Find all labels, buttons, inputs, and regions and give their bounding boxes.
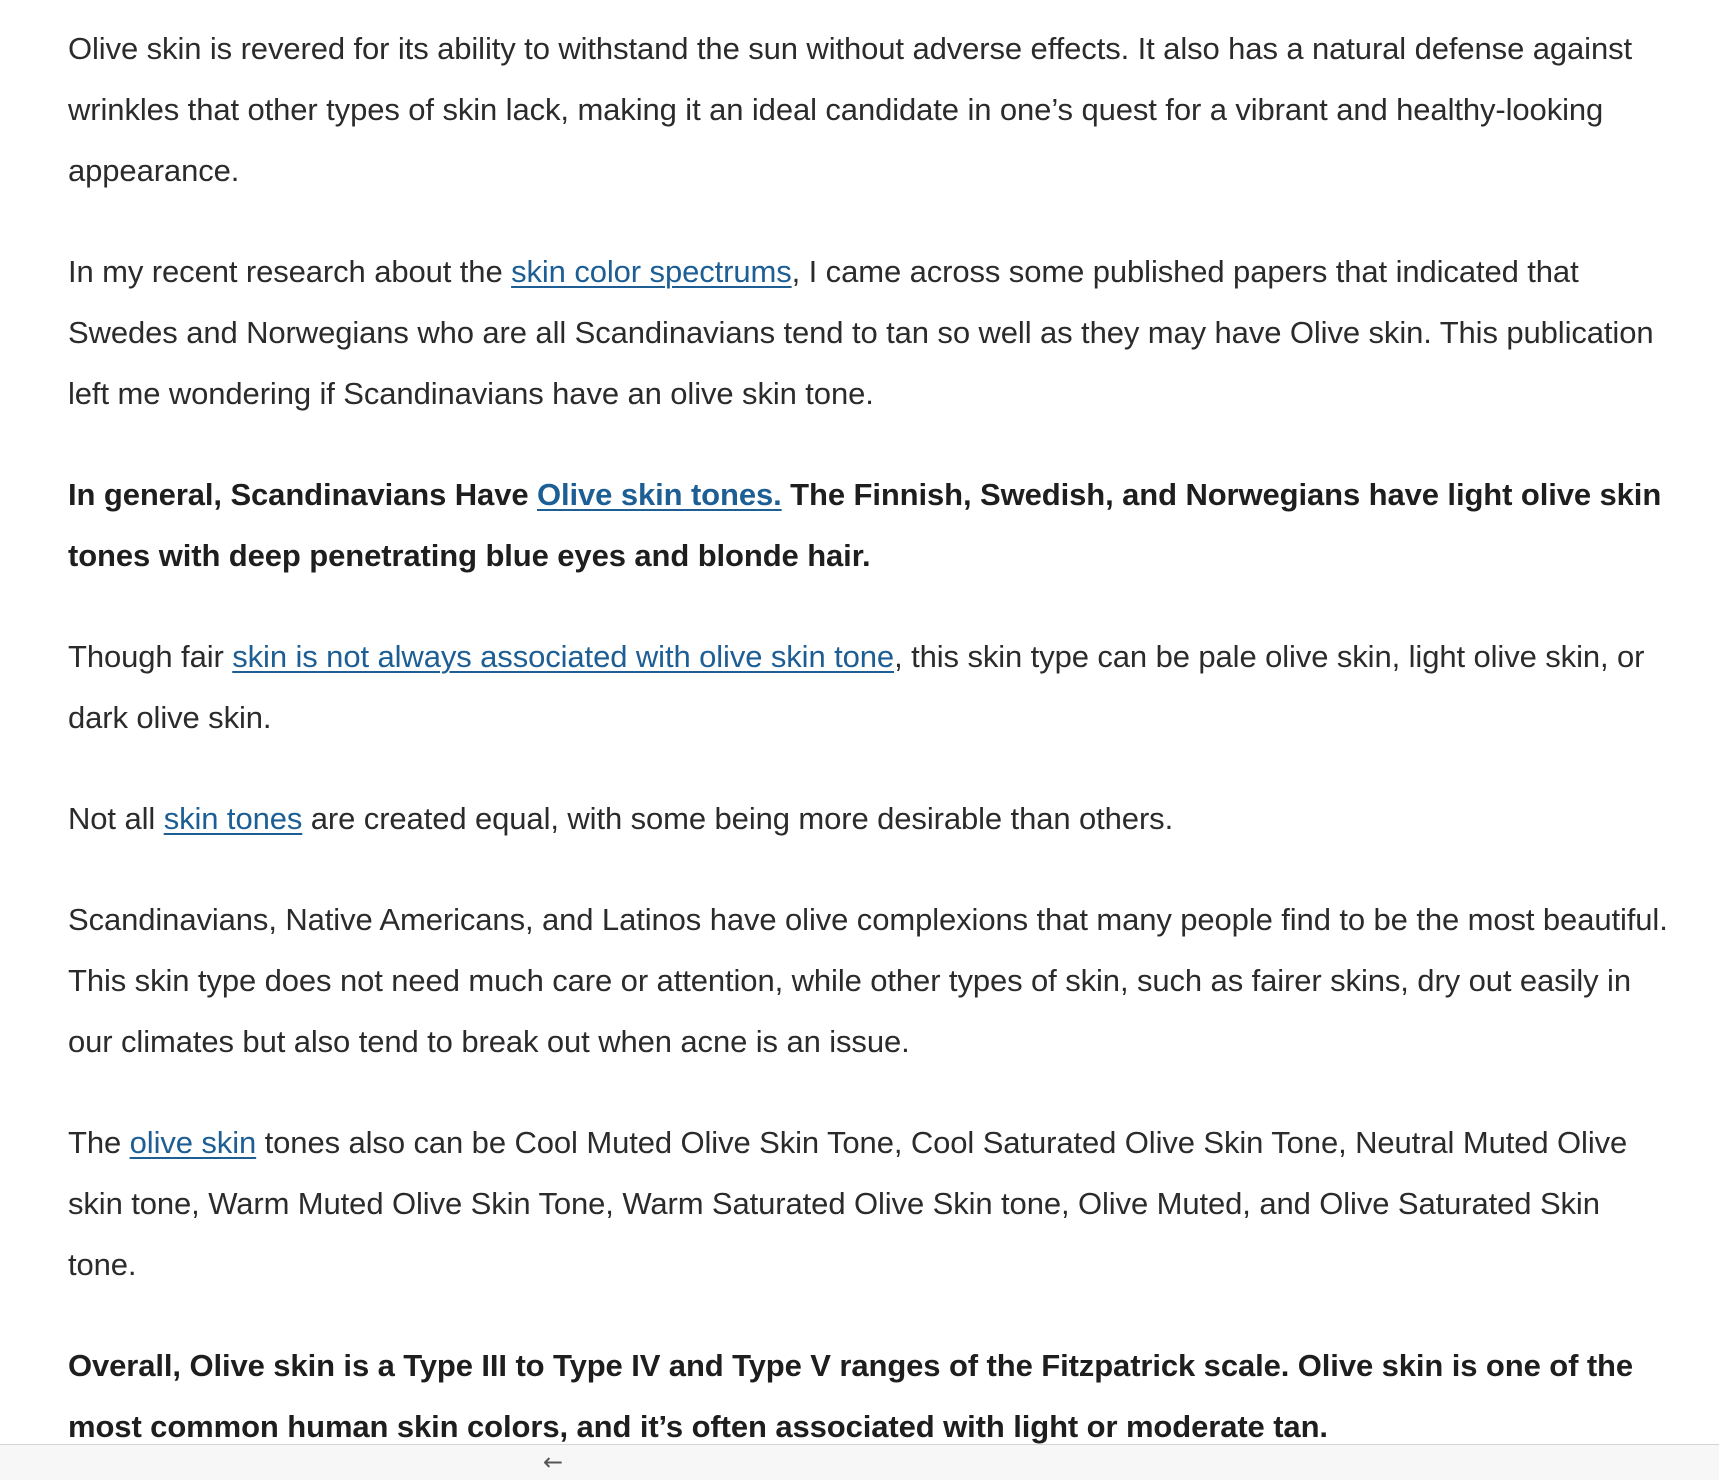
paragraph-text: Scandinavians, Native Americans, and Latinos have olive complexions that many people find to be the most beautiful. This skin type does not need much care or attention, while other types of skin, such as fairer skins, dry out easily in our climates but also tend to break out when acne is an issue.	[68, 902, 1668, 1059]
article-body	[68, 18, 1668, 1480]
paragraph-text-after: tones also can be Cool Muted Olive Skin Tone, Cool Saturated Olive Skin Tone, Neutral Muted Olive skin tone, Warm Muted Olive Skin Tone, Warm Saturated Olive Skin tone, Olive Muted, and Olive Saturated Skin tone.	[68, 1125, 1628, 1282]
paragraph-fitzpatrick-summary	[68, 1335, 1668, 1457]
paragraph-text: Overall, Olive skin is a Type III to Type IV and Type V ranges of the Fitzpatrick scale. Olive skin is one of the most common human skin colors, and it’s often associated with light or moderate tan.	[68, 1348, 1634, 1444]
paragraph-text-after: are created equal, with some being more desirable than others.	[302, 801, 1174, 836]
link-olive-skin-tones[interactable]: Olive skin tones.	[536, 477, 782, 512]
paragraph-text-before: Though fair	[68, 639, 233, 674]
paragraph-not-all-skin-tones	[68, 788, 1668, 849]
link-skin-color-spectrums[interactable]: skin color spectrums	[511, 254, 792, 289]
paragraph-olive-tone-types	[68, 1112, 1668, 1295]
paragraph-text-after: , this skin type can be pale olive skin, light olive skin, or dark olive skin.	[68, 639, 1645, 735]
paragraph-text-before: In my recent research about the	[68, 254, 512, 289]
paragraph-olive-skin-intro	[68, 18, 1668, 201]
paragraph-fair-skin	[68, 626, 1668, 748]
paragraph-research	[68, 241, 1668, 424]
link-skin-tones[interactable]: skin tones	[163, 801, 303, 836]
back-arrow-icon[interactable]: ←	[543, 1448, 564, 1476]
paragraph-text-before: In general, Scandinavians Have	[68, 477, 537, 512]
link-skin-not-always-associated[interactable]: skin is not always associated with olive skin tone	[232, 639, 895, 674]
paragraph-text: Olive skin is revered for its ability to withstand the sun without adverse effects. It also has a natural defense against wrinkles that other types of skin lack, making it an ideal candidate in one’s quest for a vibrant and healthy-looking appearance.	[68, 31, 1632, 188]
paragraph-text-before: Not all	[68, 801, 164, 836]
bottom-navigation-bar	[0, 1444, 1719, 1480]
paragraph-text-after: , I came across some published papers that indicated that Swedes and Norwegians who are all Scandinavians tend to tan so well as they may have Olive skin. This publication left me wondering if Scandinavians have an olive skin tone.	[68, 254, 1654, 411]
paragraph-scandinavians-summary	[68, 464, 1668, 586]
paragraph-text-before: The	[68, 1125, 130, 1160]
paragraph-olive-complexions	[68, 889, 1668, 1072]
paragraph-text-after: The Finnish, Swedish, and Norwegians have light olive skin tones with deep penetrating blue eyes and blonde hair.	[68, 477, 1662, 573]
link-olive-skin[interactable]: olive skin	[129, 1125, 257, 1160]
